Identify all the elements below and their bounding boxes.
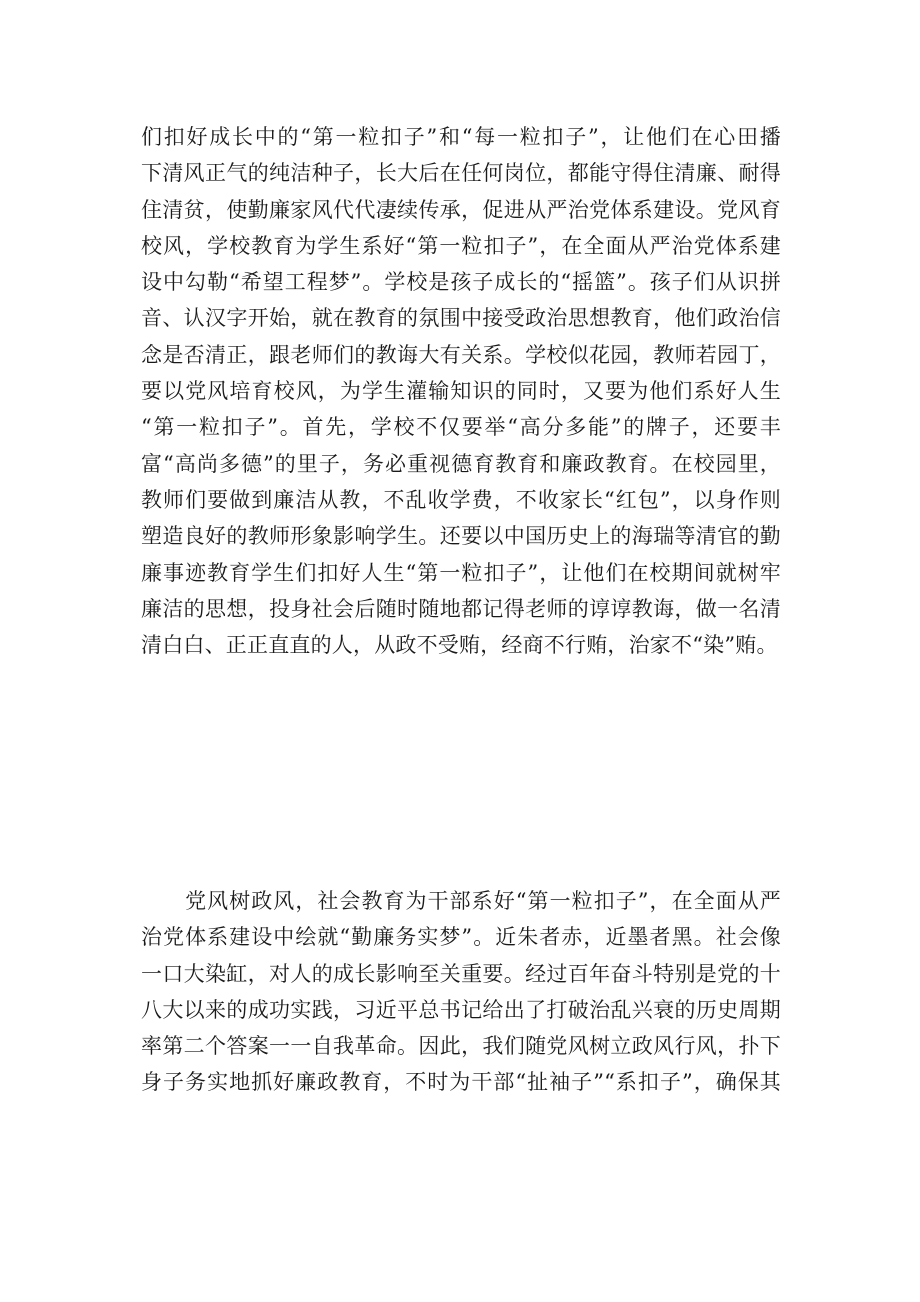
text-line: 要以党风培育校风，为学生灌输知识的同时，又要为他们系好人生 [141,379,781,404]
text-line: 身子务实地抓好廉政教育，不时为干部“扯袖子”“系扣子”，确保其 [141,1070,781,1095]
text-line: 校风，学校教育为学生系好“第一粒扣子”，在全面从严治党体系建 [141,233,781,258]
text-line: 党风树政风，社会教育为干部系好“第一粒扣子”，在全面从严 [141,889,781,913]
text-line: 设中勾勒“希望工程梦”。学校是孩子成长的“摇篮”。孩子们从识拼 [141,270,781,295]
paragraph-2 [141,883,781,1101]
text-line: 清白白、正正直直的人，从政不受贿，经商不行贿，治家不“染”贿。 [141,633,778,658]
text-line: 下清风正气的纯洁种子，长大后在任何岗位，都能守得住清廉、耐得 [141,161,781,186]
text-line: 一口大染缸，对人的成长影响至关重要。经过百年奋斗特别是党的十 [141,961,781,986]
text-line: 念是否清正，跟老师们的教诲大有关系。学校似花园，教师若园丁， [141,342,781,367]
text-line: 廉洁的思想，投身社会后随时随地都记得老师的谆谆教诲，做一名清 [141,596,781,621]
text-line: 音、认汉字开始，就在教育的氛围中接受政治思想教育，他们政治信 [141,306,781,331]
text-line: 治党体系建设中绘就“勤廉务实梦”。近朱者赤，近墨者黑。社会像 [141,925,781,950]
text-line: 富“高尚多德”的里子，务必重视德育教育和廉政教育。在校园里， [141,451,781,476]
text-line: 住清贫，使勤廉家风代代凄续传承，促进从严治党体系建设。党风育 [141,197,781,222]
text-line: 廉事迹教育学生们扣好人生“第一粒扣子”，让他们在校期间就树牢 [141,560,781,585]
text-line: 们扣好成长中的“第一粒扣子”和“每一粒扣子”，让他们在心田播 [141,125,781,149]
text-line: “第一粒扣子”。首先，学校不仅要举“高分多能”的牌子，还要丰 [141,415,781,440]
paragraph-1 [141,119,781,663]
text-line: 率第二个答案一一自我革命。因此，我们随党风树立政风行风，扑下 [141,1034,781,1059]
text-line: 八大以来的成功实践，习近平总书记给出了打破治乱兴衰的历史周期 [141,997,781,1022]
text-line: 塑造良好的教师形象影响学生。还要以中国历史上的海瑞等清官的勤 [141,524,781,549]
text-line: 教师们要做到廉洁从教，不乱收学费，不收家长“红包”，以身作则 [141,487,781,512]
